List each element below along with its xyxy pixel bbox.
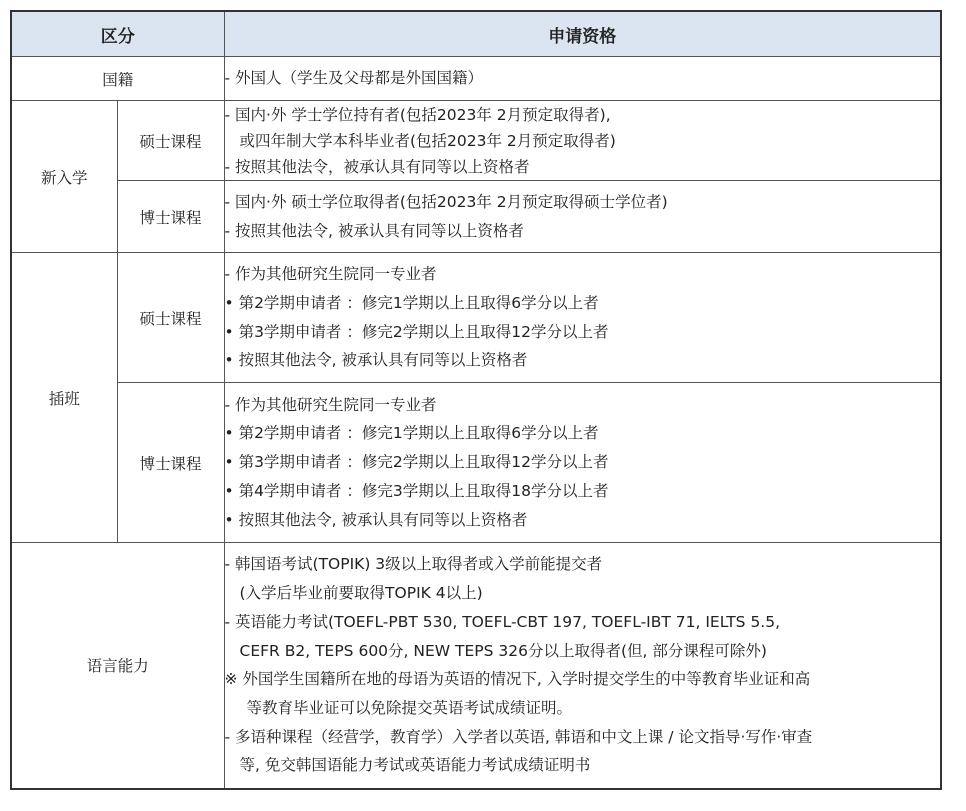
new-master-label: 硕士课程 bbox=[117, 101, 224, 181]
language-line: (入学后毕业前要取得TOPIK 4以上) bbox=[239, 584, 483, 603]
transfer-master-content bbox=[224, 253, 941, 383]
nationality-text: - 外国人（学生及父母都是外国国籍） bbox=[224, 69, 484, 88]
header-category: 区分 bbox=[11, 11, 224, 57]
row-new-master bbox=[11, 101, 941, 181]
language-line: - 英语能力考试(TOEFL-PBT 530, TOEFL-CBT 197, TOEFL-IBT 71, IELTS 5.5, bbox=[224, 612, 781, 631]
row-nationality bbox=[11, 57, 941, 101]
transfer-master-line: • 第2学期申请者 ：修完1学期以上且取得6学分以上者 bbox=[224, 293, 599, 312]
transfer-master-line: • 第3学期申请者 ：修完2学期以上且取得12学分以上者 bbox=[224, 322, 609, 341]
language-line: ※ 外国学生国籍所在地的母语为英语的情况下, 入学时提交学生的中等教育毕业证和高 bbox=[224, 670, 811, 689]
language-line: CEFR B2, TEPS 600分, NEW TEPS 326分以上取得者(但, 部分课程可除外) bbox=[239, 641, 767, 660]
language-line: - 多语种课程（经营学，教育学）入学者以英语, 韩语和中文上课 / 论文指导·写作·审查 bbox=[224, 727, 813, 746]
transfer-master-line: - 作为其他研究生院同一专业者 bbox=[224, 265, 437, 284]
transfer-doctor-line: • 第2学期申请者 ：修完1学期以上且取得6学分以上者 bbox=[224, 424, 599, 443]
language-line: - 韩国语考试(TOPIK) 3级以上取得者或入学前能提交者 bbox=[224, 555, 603, 574]
language-line: 等, 免交韩国语能力考试或英语能力考试成绩证明书 bbox=[239, 756, 591, 775]
new-master-line: 或四年制大学本科毕业者(包括2023年 2月预定取得者) bbox=[239, 131, 616, 150]
nationality-content bbox=[224, 57, 941, 101]
row-transfer-doctor bbox=[11, 383, 941, 543]
new-admission-label: 新入学 bbox=[11, 101, 117, 253]
row-new-doctor bbox=[11, 181, 941, 253]
transfer-doctor-line: • 按照其他法令, 被承认具有同等以上资格者 bbox=[224, 510, 528, 529]
new-doctor-label: 博士课程 bbox=[117, 181, 224, 253]
transfer-doctor-line: • 第3学期申请者 ：修完2学期以上且取得12学分以上者 bbox=[224, 453, 609, 472]
language-content bbox=[224, 543, 941, 789]
new-doctor-line: - 按照其他法令, 被承认具有同等以上资格者 bbox=[224, 221, 524, 240]
new-master-line: - 按照其他法令，被承认具有同等以上资格者 bbox=[224, 157, 530, 176]
transfer-master-line: • 按照其他法令, 被承认具有同等以上资格者 bbox=[224, 351, 528, 370]
new-master-content bbox=[224, 101, 941, 181]
row-language bbox=[11, 543, 941, 789]
transfer-label: 插班 bbox=[11, 253, 117, 543]
language-line: 等教育毕业证可以免除提交英语考试成绩证明。 bbox=[246, 698, 573, 717]
transfer-doctor-label: 博士课程 bbox=[117, 383, 224, 543]
eligibility-table bbox=[10, 10, 942, 790]
transfer-doctor-line: - 作为其他研究生院同一专业者 bbox=[224, 395, 437, 414]
transfer-master-label: 硕士课程 bbox=[117, 253, 224, 383]
nationality-label: 国籍 bbox=[11, 57, 224, 101]
new-master-line: - 国内·外 学士学位持有者(包括2023年 2月预定取得者), bbox=[224, 105, 611, 124]
row-transfer-master bbox=[11, 253, 941, 383]
new-doctor-line: - 国内·外 硕士学位取得者(包括2023年 2月预定取得硕士学位者) bbox=[224, 192, 668, 211]
new-doctor-content bbox=[224, 181, 941, 253]
transfer-doctor-line: • 第4学期申请者 ：修完3学期以上且取得18学分以上者 bbox=[224, 481, 609, 500]
transfer-doctor-content bbox=[224, 383, 941, 543]
language-label: 语言能力 bbox=[11, 543, 224, 789]
header-eligibility: 申请资格 bbox=[224, 11, 941, 57]
header-row bbox=[11, 11, 941, 57]
